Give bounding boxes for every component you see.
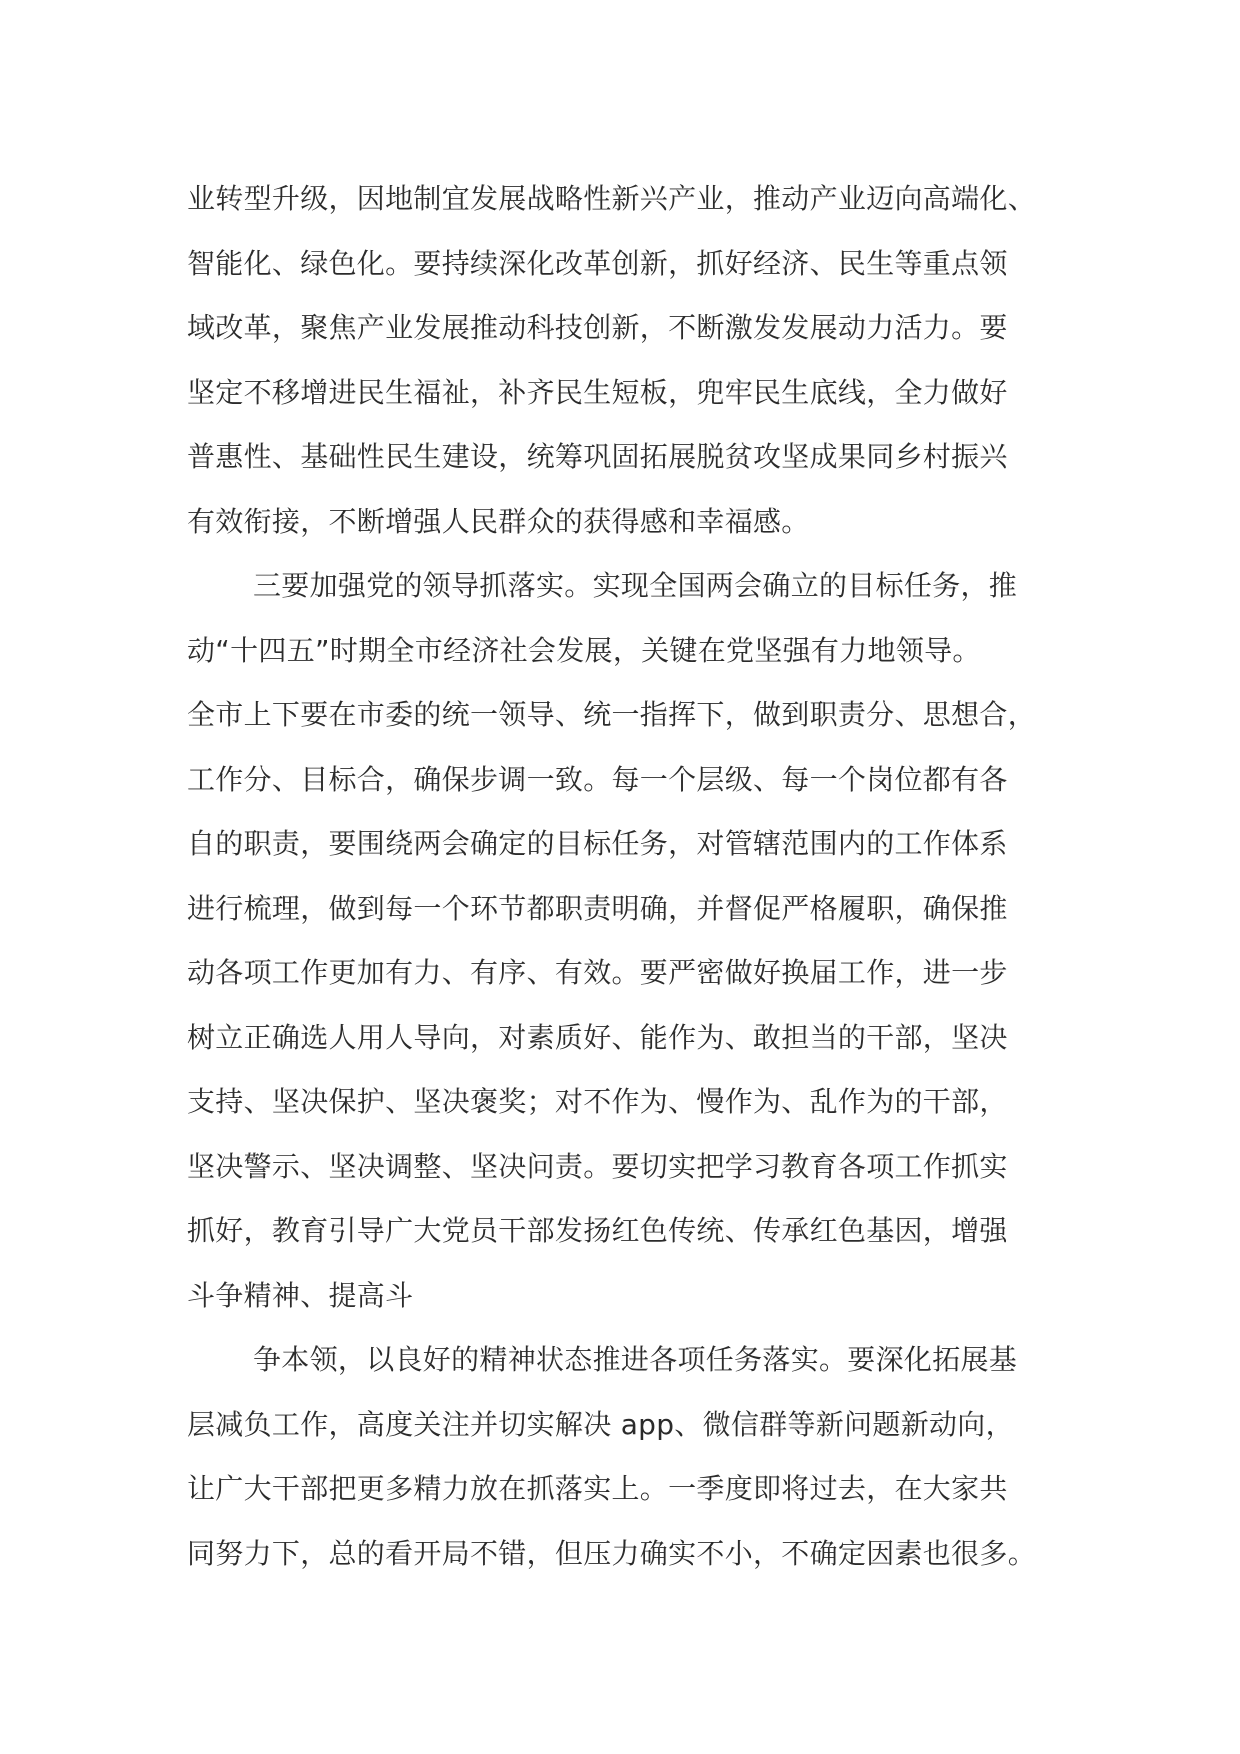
text-line: 动“十四五”时期全市经济社会发展，关键在党坚强有力地领导。 [187,633,981,667]
text-line: 有效衔接，不断增强人民群众的获得感和幸福感。 [187,504,810,538]
text-line: 让广大干部把更多精力放在抓落实上。一季度即将过去，在大家共 [187,1472,1008,1505]
text-line: 层减负工作，高度关注并切实解决 app、微信群等新问题新动向， [187,1407,1014,1441]
text-line: 自的职责，要围绕两会确定的目标任务，对管辖范围内的工作体系 [187,827,1008,860]
text-line: 域改革，聚焦产业发展推动科技创新，不断激发发展动力活力。要 [187,311,1008,344]
text-line: 坚定不移增进民生福祉，补齐民生短板，兜牢民生底线，全力做好 [187,375,1008,409]
text-line: 动各项工作更加有力、有序、有效。要严密做好换届工作，进一步 [187,956,1008,989]
text-line: 斗争精神、提高斗 [187,1278,414,1312]
text-line: 工作分、目标合，确保步调一致。每一个层级、每一个岗位都有各 [187,762,1008,796]
text-line: 三要加强党的领导抓落实。实现全国两会确立的目标任务，推 [253,569,1018,602]
text-line: 坚决警示、坚决调整、坚决问责。要切实把学习教育各项工作抓实 [187,1149,1008,1183]
text-line: 树立正确选人用人导向，对素质好、能作为、敢担当的干部，坚决 [187,1020,1008,1054]
text-line: 争本领，以良好的精神状态推进各项任务落实。要深化拓展基 [253,1343,1018,1376]
document-body [187,167,1067,1586]
text-line: 业转型升级，因地制宜发展战略性新兴产业，推动产业迈向高端化、 [187,182,1037,215]
text-line: 普惠性、基础性民生建设，统筹巩固拓展脱贫攻坚成果同乡村振兴 [187,440,1008,473]
text-line: 支持、坚决保护、坚决褒奖；对不作为、慢作为、乱作为的干部， [187,1085,1008,1118]
text-line: 抓好，教育引导广大党员干部发扬红色传统、传承红色基因，增强 [187,1214,1008,1247]
text-line: 智能化、绿色化。要持续深化改革创新，抓好经济、民生等重点领 [187,246,1008,280]
text-line: 同努力下，总的看开局不错，但压力确实不小，不确定因素也很多。 [187,1536,1037,1570]
text-line: 全市上下要在市委的统一领导、统一指挥下，做到职责分、思想合， [187,698,1037,731]
text-line: 进行梳理，做到每一个环节都职责明确，并督促严格履职，确保推 [187,891,1008,925]
